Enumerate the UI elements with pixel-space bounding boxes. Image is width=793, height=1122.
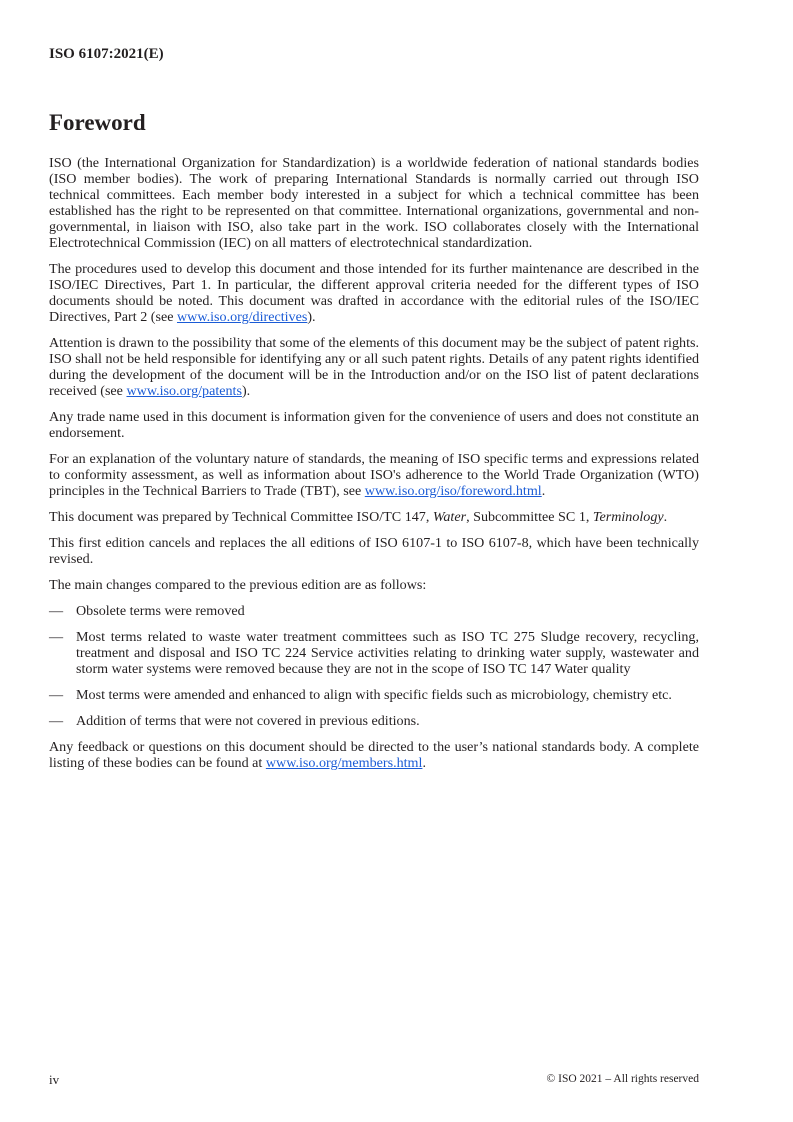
directives-link[interactable]: www.iso.org/directives (176, 309, 308, 325)
paragraph-iso-intro: ISO (the International Organization for Standardization) is a worldwide federation of national standards bodies (ISO member bodies). The work of preparing International Standards is normally carried out through ISO technical committees. Each member body interested in a subject for which a technical committee has been established has the right to be represented on that committee. International organizations, governmental and non-governmental, in liaison with ISO, also take part in the work. ISO collaborates closely with the International Electrotechnical Commission (IEC) on all matters of electrotechnical standardization. (49, 155, 699, 251)
foreword-body (49, 155, 699, 781)
text: . (422, 755, 426, 771)
text: The procedures used to develop this document and those intended for its further maintenance are described in the ISO/IEC Directives, Part 1. In particular, the different approval criteria needed for the different types of ISO documents should be noted. This document was drafted in accordance with the editorial rules of the ISO/IEC Directives, Part 2 (see (49, 261, 699, 325)
text: ). (241, 383, 251, 399)
copyright-notice: © ISO 2021 – All rights reserved (546, 1073, 699, 1085)
list-item-text: Most terms were amended and enhanced to align with specific fields such as microbiology, chemistry etc. (76, 687, 672, 703)
list-item-text: Addition of terms that were not covered in previous editions. (76, 713, 420, 729)
text: ). (307, 309, 316, 325)
text: . (663, 509, 668, 525)
text: This document was prepared by Technical Committee ISO/TC 147, (49, 509, 433, 525)
document-id: ISO 6107:2021(E) (49, 46, 164, 62)
dash-bullet: — (49, 629, 64, 645)
list-item (49, 687, 699, 703)
paragraph-procedures (49, 261, 699, 325)
paragraph-edition: This first edition cancels and replaces the all editions of ISO 6107-1 to ISO 6107-8, which have been technically revised. (49, 535, 699, 567)
patents-link[interactable]: www.iso.org/patents (126, 383, 242, 399)
dash-bullet: — (49, 687, 64, 703)
dash-bullet: — (49, 603, 64, 619)
list-item (49, 629, 699, 677)
list-item (49, 713, 699, 729)
text: For an explanation of the voluntary nature of standards, the meaning of ISO specific terms and expressions related to conformity assessment, as well as information about ISO's adherence to the World Trade Organization (WTO) principles in the Technical Barriers to Trade (TBT), see (49, 451, 699, 499)
list-item-text: Most terms related to waste water treatment committees such as ISO TC 275 Sludge recovery, recycling, treatment and disposal and ISO TC 224 Service activities relating to drinking water supply, wastewater and storm water systems were removed because they are not in the scope of ISO TC 147 Water quality (76, 629, 699, 677)
paragraph-committee (49, 509, 699, 525)
members-link[interactable]: www.iso.org/members.html (265, 755, 423, 771)
text: Any feedback or questions on this document should be directed to the user’s national standards body. A complete listing of these bodies can be found at (49, 739, 699, 771)
paragraph-changes-intro: The main changes compared to the previous edition are as follows: (49, 577, 427, 593)
committee-name: Water (432, 509, 467, 525)
paragraph-patents (49, 335, 699, 399)
foreword-link[interactable]: www.iso.org/iso/foreword.html (364, 483, 542, 499)
page-number: iv (49, 1072, 60, 1087)
subcommittee-name: Terminology (592, 509, 664, 525)
paragraph-voluntary (49, 451, 699, 499)
paragraph-trade-name: Any trade name used in this document is information given for the convenience of users and does not constitute an endorsement. (49, 409, 699, 441)
list-item (49, 603, 699, 619)
text: , Subcommittee SC 1, (466, 509, 593, 525)
paragraph-feedback (49, 739, 699, 771)
page-title: Foreword (49, 110, 146, 135)
text: Attention is drawn to the possibility that some of the elements of this document may be the subject of patent rights. ISO shall not be held responsible for identifying any or all such patent rights. Details of any patent rights identified during the development of the document will be in the Introduction and/or on the ISO list of patent declarations received (see (49, 335, 699, 399)
dash-bullet: — (49, 713, 64, 729)
text: . (541, 483, 546, 499)
list-item-text: Obsolete terms were removed (76, 603, 245, 619)
